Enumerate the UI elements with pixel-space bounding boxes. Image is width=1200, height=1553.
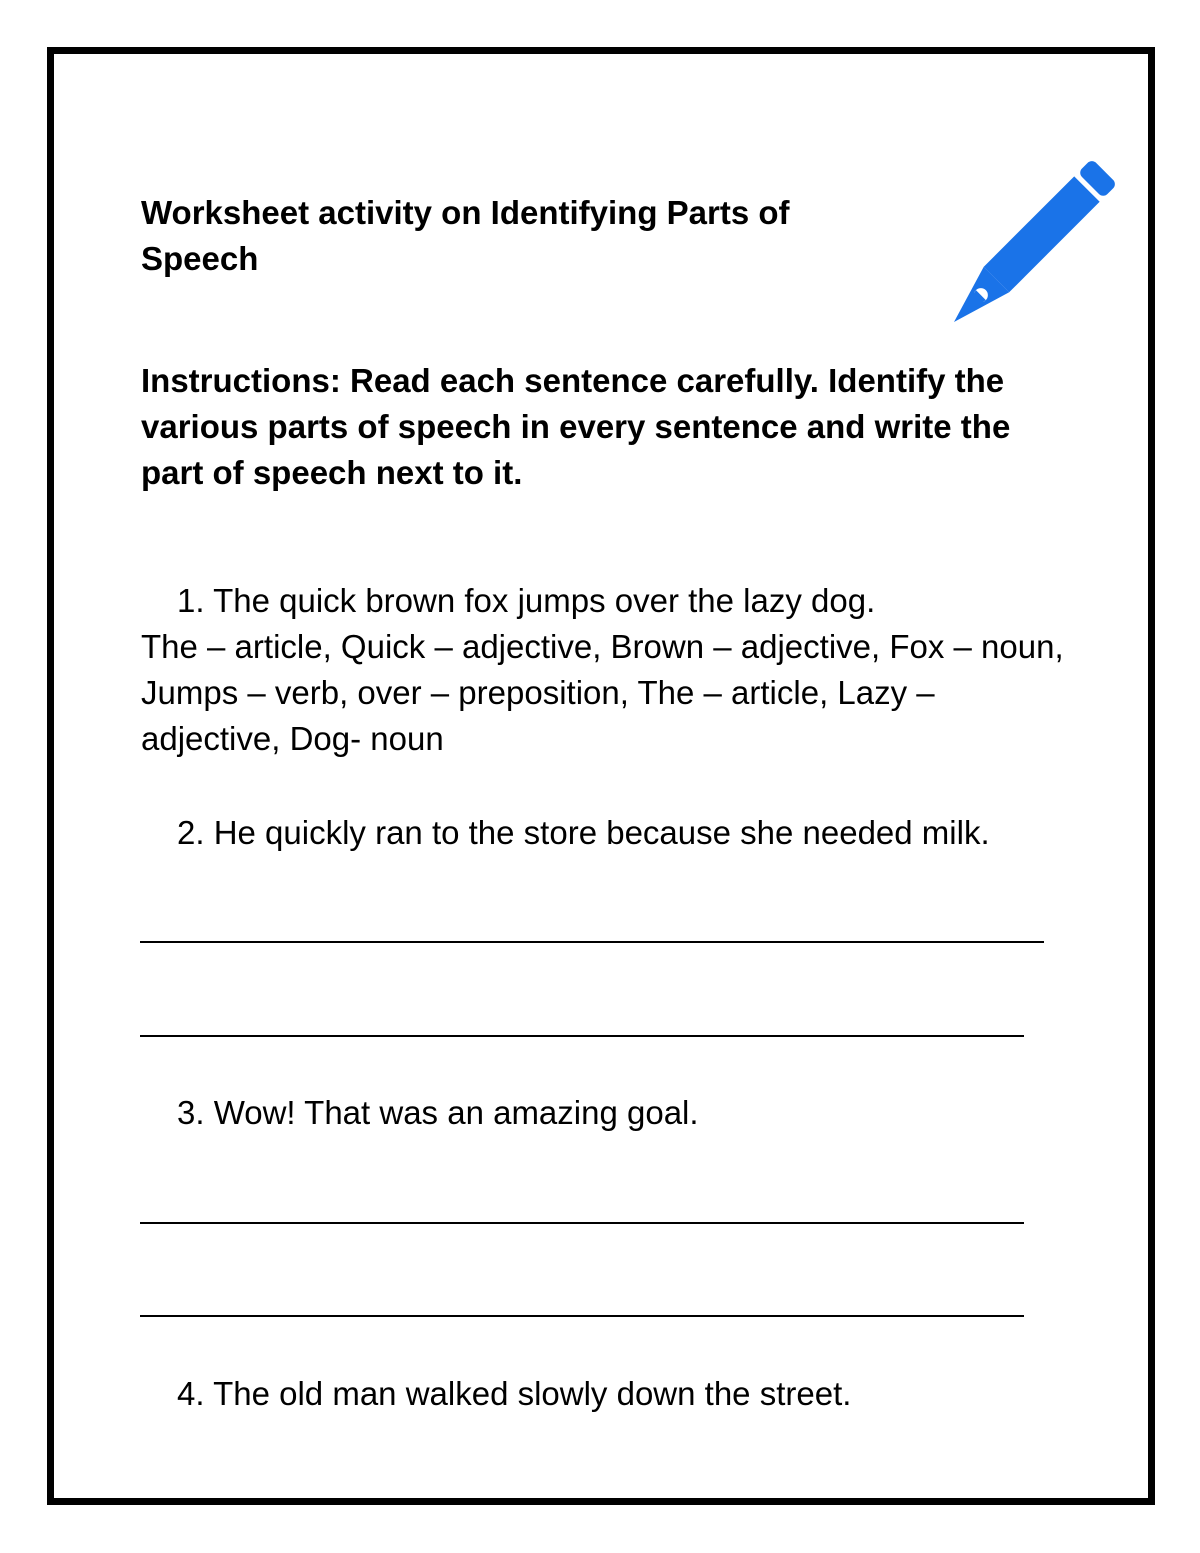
answer-line[interactable] <box>140 1222 1024 1224</box>
question-2: 2. He quickly ran to the store because she needed milk. <box>177 814 990 851</box>
answer-line[interactable] <box>140 1315 1024 1317</box>
answer-line[interactable] <box>140 1035 1024 1037</box>
question-1: 1. The quick brown fox jumps over the lazy dog. <box>177 582 876 619</box>
answer-1: The – article, Quick – adjective, Brown – adjective, Fox – noun, Jumps – verb, over – preposition, The – article, Lazy – adjective, Dog- noun <box>141 628 1064 757</box>
pencil-icon <box>940 150 1125 335</box>
question-4: 4. The old man walked slowly down the street. <box>177 1375 852 1412</box>
instructions: Instructions: Read each sentence carefully. Identify the various parts of speech in every sentence and write the part of speech next to it. <box>141 362 1011 491</box>
answer-line[interactable] <box>140 941 1044 943</box>
question-3: 3. Wow! That was an amazing goal. <box>177 1094 699 1131</box>
worksheet-title: Worksheet activity on Identifying Parts of Speech <box>141 194 790 277</box>
